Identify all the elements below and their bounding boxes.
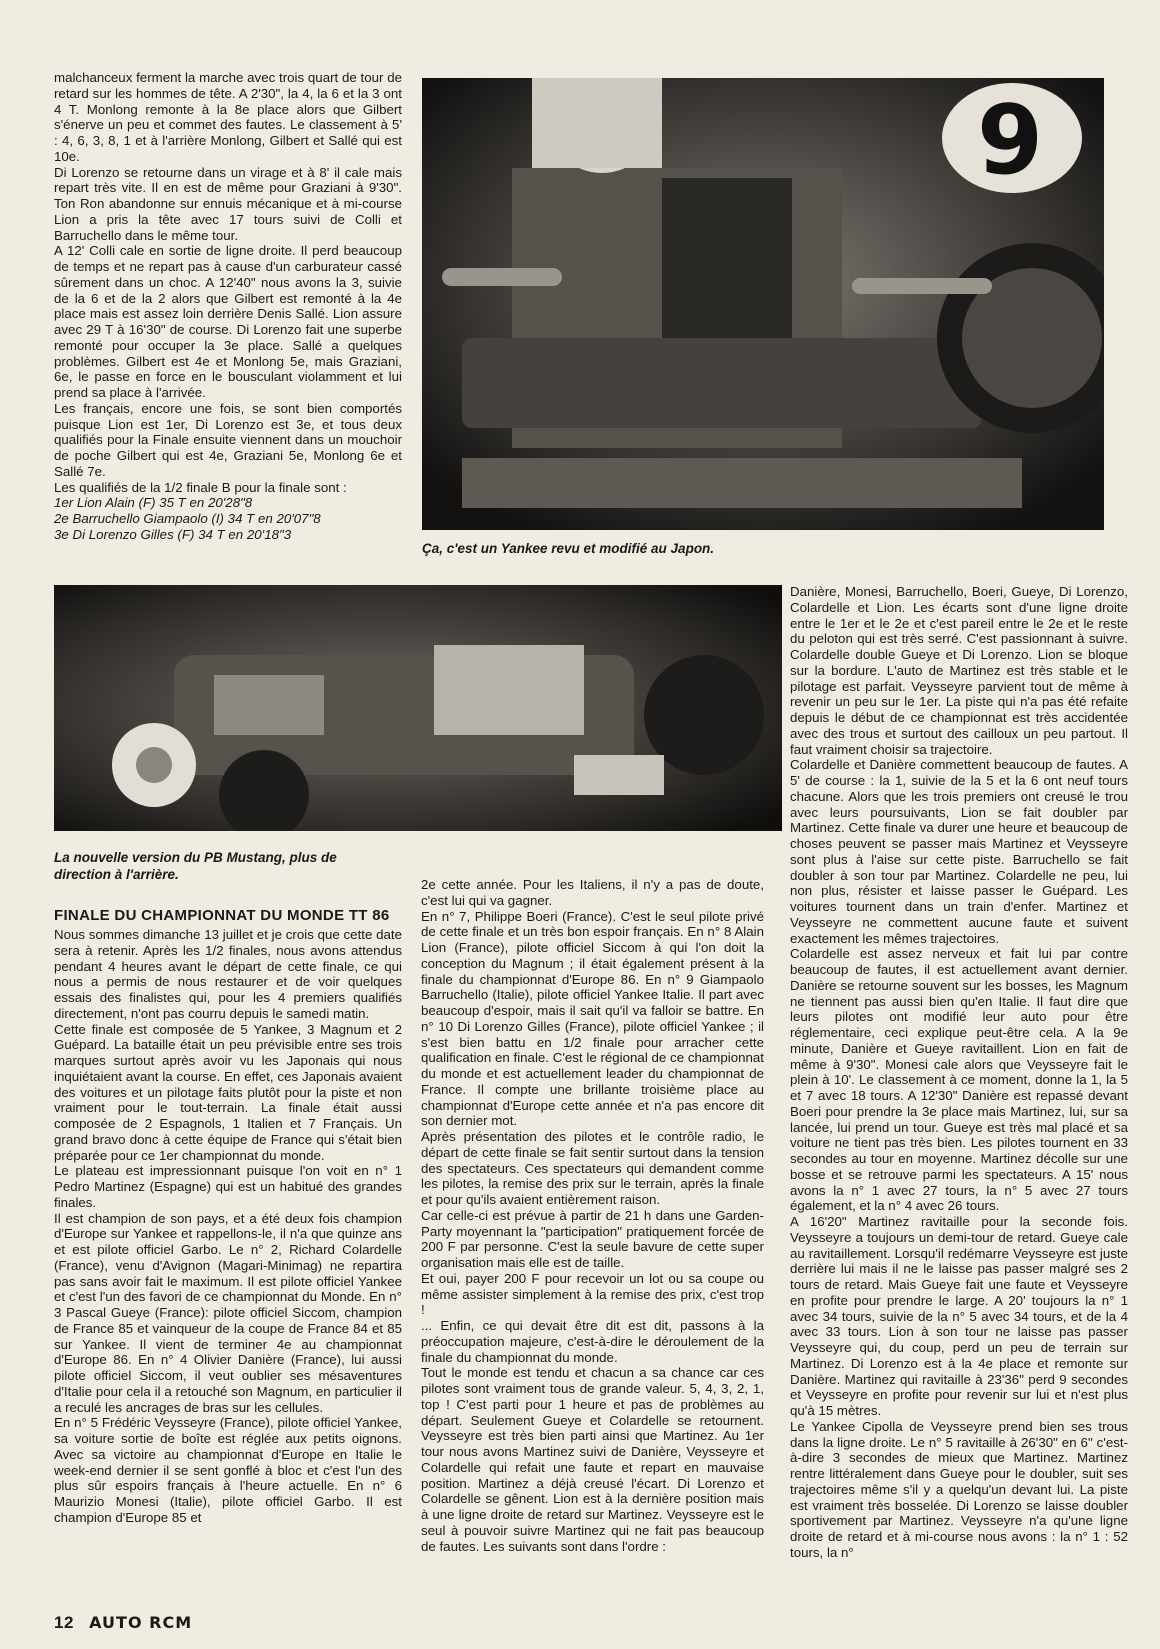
- qualifier-item: 3e Di Lorenzo Gilles (F) 34 T en 20'18"3: [54, 526, 292, 542]
- article-column-1-bottom: [54, 893, 402, 1526]
- page-footer: [54, 1613, 192, 1633]
- paragraph: ... Enfin, ce qui devait être dit est dit, passons à la préoccupation majeure, c'est-à-dire le déroulement de la finale du championnat du monde.: [421, 1318, 764, 1365]
- page-number: 12: [54, 1613, 74, 1632]
- paragraph: A 12' Colli cale en sortie de ligne droite. Il perd beaucoup de temps et ne repart pas à cause d'un carburateur cassé sûrement dans un choc. A 12'40" nous avons la 3, suivie de la 6 et de la 2 alors que Gilbert est remonté à la 4e place mais est assez loin derrière Denis Sallé. Lion assure avec 29 T à 16'30" de course. Di Lorenzo fait une superbe remonté pour occuper la 3e place. Sallé a quelques problèmes. Gilbert est 4e et Monlong 5e, mais Graziani, 6e, le passe en force en le bousculant violamment et lui prend sa place à l'arrivée.: [54, 243, 402, 400]
- paragraph: Et oui, payer 200 F pour recevoir un lot ou sa coupe ou même assister simplement à la remise des prix, c'est trop !: [421, 1270, 764, 1318]
- paragraph: Il est champion de son pays, et a été deux fois champion d'Europe sur Yankee et rappellons-le, il n'a que quinze ans et est pilote officiel Garbo. Le n° 2, Richard Colardelle (France), venu d'Avignon (Magari-Minimag) ne repartira pas sans avoir fait le maximum. Il est pilote officiel Yankee et c'est l'un des favori de ce championnat du Monde. En n° 3 Pascal Gueye (France): pilote officiel Siccom, champion de France 85 et vainqueur de la coupe de France 84 et 85 sur Yankee. Il vient de terminer 4e au championnat d'Europe 86. En n° 4 Olivier Danière (France), lui aussi pilote officiel Siccom, il veut oublier ses mésaventures d'Italie pour cela il a retouché son Magnum, en particulier il a reculé les ancrages de bras sur les cellules.: [54, 1210, 402, 1415]
- paragraph: Colardelle est assez nerveux et fait lui par contre beaucoup de fautes, il est actuellement avant dernier. Danière se retourne souvent sur les bosses, les Magnum ne tiennent pas aussi bien qu'en Italie. Il faut dire que leurs pilotes ont modifié leur auto pour être réglementaire, ceci explique peut-être cela. A la 9e minute, Danière et Gueye ravitaillent. Lion en fait de même à 9'30". Monesi cale alors que Veysseyre fait le plein à 10'. Le classement à ce moment, donne la 1, la 5 et 7 avec 18 tours. A 12'30" Danière est repassé devant Boeri pour prendre la 3e place mais Martinez, lui, sur sa lancée, lui prend un tour. Gueye est très mal placé et sa voiture ne tient pas très bien. Les pilotes tournent en 33 secondes au tour en moyenne. Martinez décolle sur une bosse et se retrouve parmi les spectateurs. A 15' nous avons la n° 1 avec 27 tours, la n° 5 avec 27 tours également, et la n° 4 avec 26 tours.: [790, 946, 1128, 1214]
- photo-image: [422, 78, 1104, 530]
- paragraph: Car celle-ci est prévue à partir de 21 h dans une Garden-Party moyennant la "participation" pratiquement forcée de 200 F par personne. C'est la seule bavure de cette super organisation mais elle est de taille.: [421, 1207, 764, 1270]
- magazine-logo: AUTO RCM: [89, 1613, 193, 1632]
- paragraph: Les français, encore une fois, se sont bien comportés puisque Lion est 1er, Di Lorenzo est 3e, et tous deux qualifiés pour la Finale ensuite viennent dans un mouchoir de poche Gilbert qui est 4e, Graziani 5e, Monlong 6e et Sallé 7e.: [54, 400, 402, 479]
- photo-caption: Ça, c'est un Yankee revu et modifié au Japon.: [422, 541, 715, 556]
- photo-caption: La nouvelle version du PB Mustang, plus de direction à l'arrière.: [54, 850, 337, 882]
- qualifier-item: 2e Barruchello Giampaolo (I) 34 T en 20'07"8: [54, 511, 321, 526]
- qualifiers-list: [54, 495, 402, 542]
- qualifier-item: 1er Lion Alain (F) 35 T en 20'28"8: [54, 495, 253, 511]
- paragraph: Le plateau est impressionnant puisque l'on voit en n° 1 Pedro Martinez (Espagne) qui est un habitué des grandes finales.: [54, 1163, 402, 1210]
- paragraph: 2e cette année. Pour les Italiens, il n'y a pas de doute, c'est lui qui va gagner.: [421, 877, 764, 908]
- paragraph: Tout le monde est tendu et chacun a sa chance car ces pilotes sont vraiment tous de grande valeur. 5, 4, 3, 2, 1, top ! C'est parti pour 1 heure et pas de problèmes au départ. Seulement Gueye et Colardelle se retournent. Veysseyre est très bien parti ainsi que Martinez. Au 1er tour nous avons Martinez suivi de Danière, Veysseyre et Colardelle qui refait une faute et repart en mauvaise position. Martinez a déjà creusé l'écart. Di Lorenzo et Colardelle se gênent. Lion est à la dernière position mais à une ligne droite de retard sur Martinez. Veysseyre est le seul à pouvoir suivre Martinez qui ne fait pas beaucoup de fautes. Les suivants sont dans l'ordre :: [421, 1365, 764, 1554]
- paragraph: En n° 5 Frédéric Veysseyre (France), pilote officiel Yankee, sa voiture sortie de boîte est réglée aux petits oignons. Avec sa victoire au championnat d'Europe en Italie le week-end dernier il se sent gonflé à bloc et c'est l'un des plus sûr espoirs français à l'heure actuelle. En n° 6 Maurizio Monesi (Italie), pilote officiel Garbo. Il est champion d'Europe 85 et: [54, 1415, 402, 1525]
- paragraph: Colardelle et Danière commettent beaucoup de fautes. A 5' de course : la 1, suivie de la 5 et la 6 ont neuf tours chacune. Alors que les trois premiers ont creusé le trou avec leurs poursuivants, Lion se fait doubler par Martinez. Cette finale va durer une heure et beaucoup de choses peuvent se passer mais Martinez et Veysseyre sont plus à l'aise sur cette piste. Barruchello se fait doubler à son tour par Martinez. Colardelle ne peu, lui non plus, résister et laisse passer le Guépard. Les voitures tournent dans un train d'enfer. Martinez et Veysseyre ne commettent aucune faute et suivent exactement les mêmes trajectoires.: [790, 757, 1128, 946]
- article-column-3: [790, 584, 1128, 1561]
- paragraph: En n° 7, Philippe Boeri (France). C'est le seul pilote privé de cette finale et un très bon espoir français. En n° 8 Alain Lion (France), pilote officiel Siccom à qui l'on doit la conception du Magnum ; il était également présent à la finale du championnat d'Europe 86. En n° 9 Giampaolo Barruchello (Italie), pilote officiel Yankee Italie. Il part avec beaucoup d'espoir, mais il sait qu'il va falloir se battre. En n° 10 Di Lorenzo Gilles (France), pilote officiel Yankee ; il s'est bien battu en 1/2 finale pour arracher cette qualification en finale. C'est le régional de ce championnat du monde et est actuellement leader du championnat de France. Il compte une brillante troisième place au championnat d'Europe cette année et n'a pas encore dit son dernier mot.: [421, 908, 764, 1129]
- paragraph: A 16'20" Martinez ravitaille pour la seconde fois. Veysseyre a toujours un demi-tour de retard. Gueye cale au ravitaillement. Lorsqu'il redémarre Veysseyre est juste derrière lui mais il ne le laisse pas passer malgré ses 2 tours de retard. Mais Gueye fait une faute et Veysseyre en profite pour prendre le large. A 20' toujours la n° 1 avec 34 tours, suivie de la n° 5 avec 34 tours, et de la 4 avec 33 tours. Lion à son tour ne laisse pas passer Veysseyre qui, du coup, perd un peu de terrain sur Martinez. Di Lorenzo est à la 4e place et remonte sur Danière. Martinez qui ravitaille à 23'36" perd 9 secondes et Veysseyre en profite pour revenir sur lui et n'est plus qu'à 15 mètres.: [790, 1214, 1128, 1418]
- paragraph: Cette finale est composée de 5 Yankee, 3 Magnum et 2 Guépard. La bataille était un peu prévisible entre ses trois marques surtout après avoir vu les Japonais qui nous inquiétaient avant la course. En effet, ces Japonais avaient des voitures et un pilotage faits plutôt pour la piste et non vraiment pour le tout-terrain. La finale était aussi composée de 2 Espagnols, 1 Italien et 7 Français. Un grand bravo donc à cette équipe de France qui s'était bien préparée pour ce 1er championnat du monde.: [54, 1021, 402, 1163]
- paragraph: Di Lorenzo se retourne dans un virage et à 8' il cale mais repart très vite. Il en est de même pour Graziani à 9'30". Ton Ron abandonne sur ennuis mécanique et à mi-course Lion a pris la tête avec 17 tours suivi de Colli et Barruchello dans le même tour.: [54, 164, 402, 243]
- paragraph: Le Yankee Cipolla de Veysseyre prend bien ses trous dans la ligne droite. Le n° 5 ravitaille à 26'30" en 6" c'est-à-dire 3 secondes de mieux que Martinez. Martinez rentre littéralement dans Gueye pour le doubler, suit ses trajectoires même s'il y a quelqu'un devant lui. La piste est vraiment très bosselée. Di Lorenzo se laisse doubler sportivement par Martinez. Veysseyre n'a qu'une ligne droite de retard et à mi-course nous avons : la n° 1 : 52 tours, la n°: [790, 1418, 1128, 1560]
- article-column-1-top: [54, 70, 402, 543]
- photo-image: [54, 585, 782, 831]
- svg-text:9: 9: [977, 86, 1044, 196]
- photo-yankee-japan: [422, 78, 1104, 530]
- paragraph: Nous sommes dimanche 13 juillet et je crois que cette date sera à retenir. Après les 1/2 finales, nous avons attendus pendant 4 heures avant le départ de cette finale, ce qui nous a permis de nous restaurer et de voir quelques essais des finalistes qui, pour les 4 premiers qualifiés directement, n'ont pas courru depuis le samedi matin.: [54, 927, 402, 1021]
- paragraph: Après présentation des pilotes et le contrôle radio, le départ de cette finale se fait sentir surtout dans la tension des spectateurs. Ces spectateurs qui demandent comme les pilotes, la remise des prix sur le terrain, après la finale et pour qu'ils avaient entièrement raison.: [421, 1129, 764, 1207]
- photo-pb-mustang: [54, 585, 782, 831]
- article-column-2: [421, 877, 764, 1554]
- paragraph: malchanceux ferment la marche avec trois quart de tour de retard sur les hommes de tête. A 2'30", la 4, la 6 et la 3 ont 4 T. Monlong remonte à la 8e place alors que Gilbert s'énerve un peu et commet des fautes. Le classement à 5' : 4, 6, 3, 8, 1 et à l'arrière Monlong, Gilbert et Sallé qui est 10e.: [54, 70, 402, 164]
- paragraph: Danière, Monesi, Barruchello, Boeri, Gueye, Di Lorenzo, Colardelle et Lion. Les écarts sont d'une ligne droite entre le 1er et le 2e et c'est pareil entre le 2e et le reste du peloton qui est très serré. C'est passionnant à suivre. Colardelle double Gueye et Di Lorenzo. Lion se bloque sur la bordure. L'auto de Martinez est très stable et le pilotage est parfait. Veysseyre parvient tout de même à revenir un peu sur le 1er. La piste qui n'a pas été refaite depuis le début de ce championnat est très accidentée avec des trous et surtout des cailloux un peu partout. Il faut vraiment choisir sa trajectoire.: [790, 584, 1128, 757]
- section-heading: FINALE DU CHAMPIONNAT DU MONDE TT 86: [54, 907, 390, 924]
- paragraph: Les qualifiés de la 1/2 finale B pour la finale sont :: [54, 479, 347, 495]
